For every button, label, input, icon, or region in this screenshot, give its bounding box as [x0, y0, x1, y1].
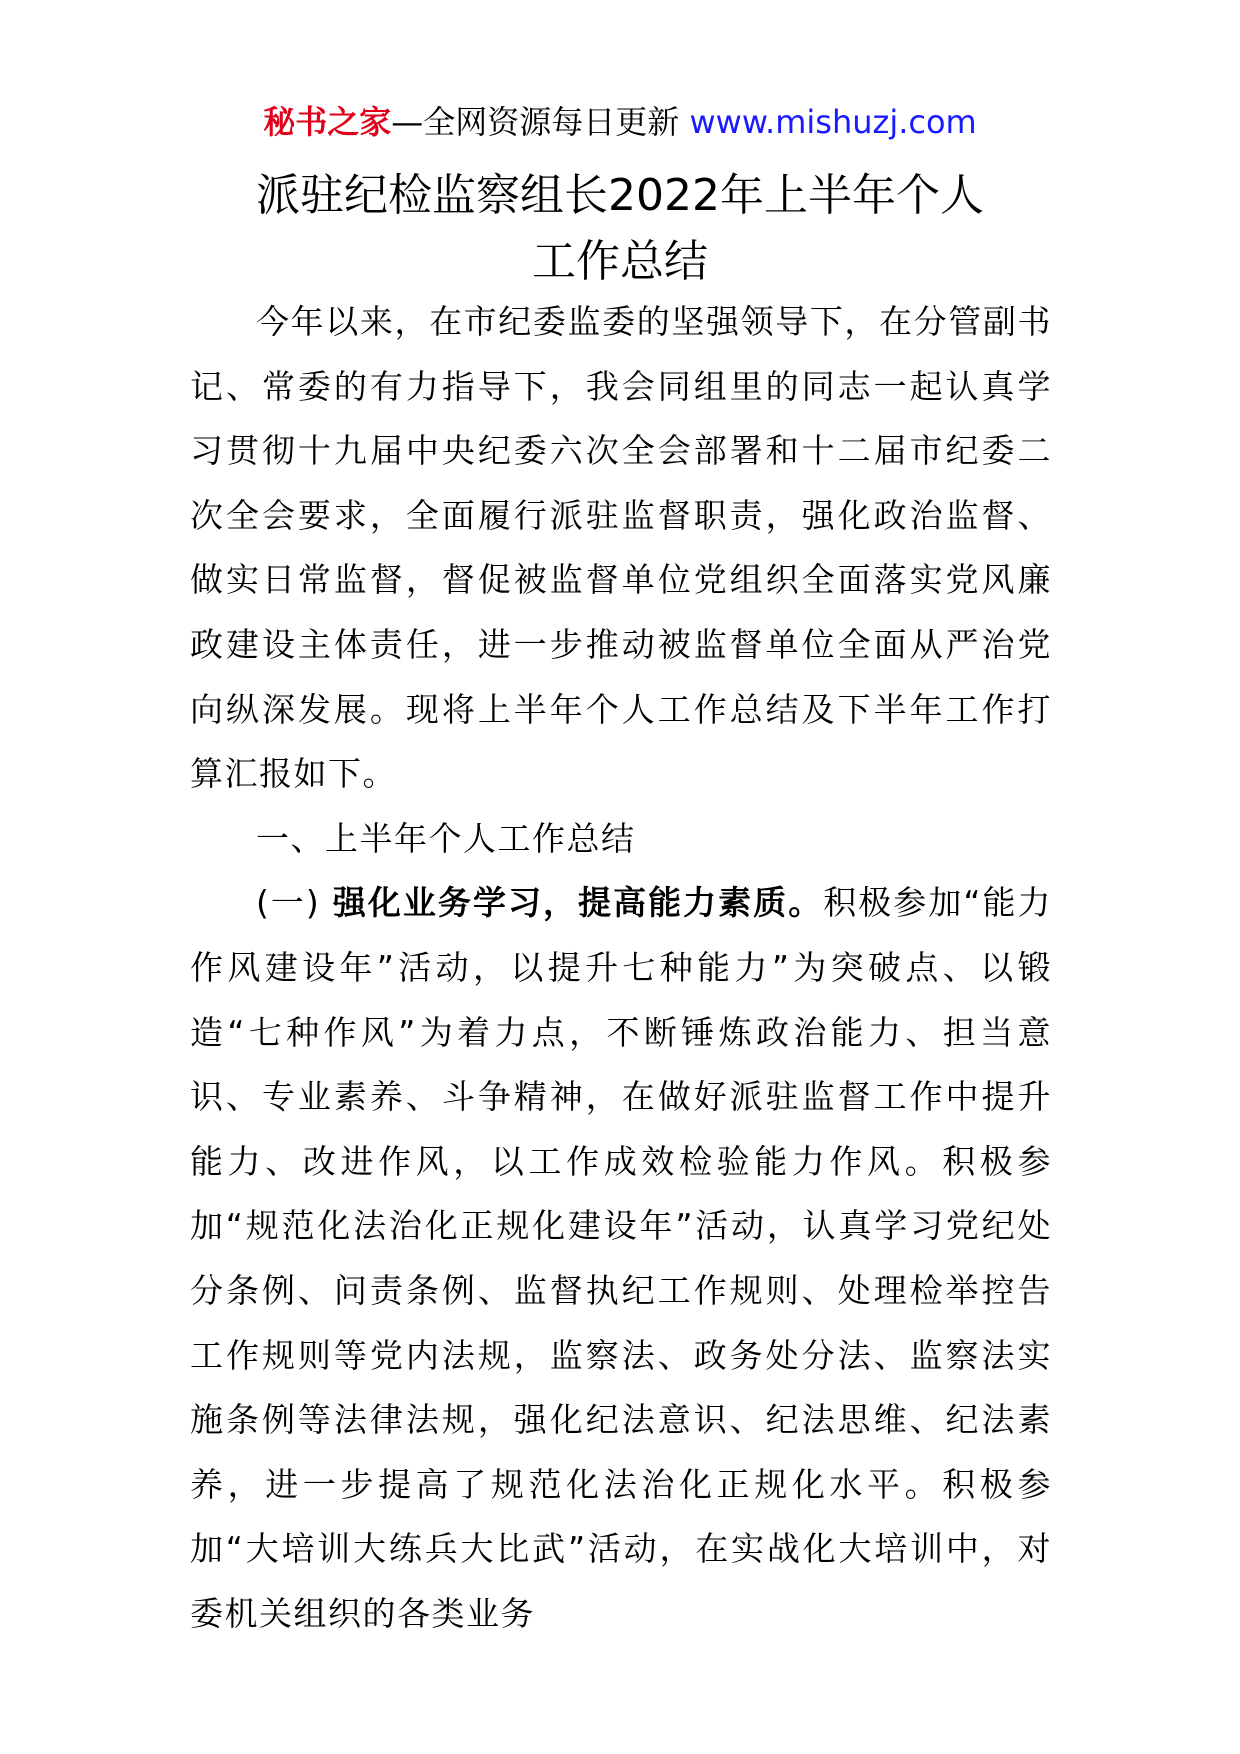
- item-paragraph: [190, 871, 1052, 1646]
- document-title-line-1: 派驻纪检监察组长2022年上半年个人: [256, 170, 984, 221]
- section-heading: 一、上半年个人工作总结: [256, 818, 636, 858]
- site-header: [0, 100, 1240, 144]
- item-bold-lead: 强化业务学习，提高能力素质。: [332, 883, 824, 923]
- site-url-link[interactable]: www.mishuzj.com: [689, 103, 977, 141]
- item-body-text: 积极参加“能力作风建设年”活动，以提升七种能力”为突破点、以锻造“七种作风”为着力点，不断锤炼政治能力、担当意识、专业素养、斗争精神，在做好派驻监督工作中提升能力、改进作风，以工作成效检验能力作风。积极参加“规范化法治化正规化建设年”活动，认真学习党纪处分条例、问责条例、监督执纪工作规则、处理检举控告工作规则等党内法规，监察法、政务处分法、监察法实施条例等法律法规，强化纪法意识、纪法思维、纪法素养，进一步提高了规范化法治化正规化水平。积极参加“大培训大练兵大比武”活动，在实战化大培训中，对委机关组织的各类业务: [190, 883, 1052, 1633]
- site-brand: 秘书之家: [263, 103, 392, 141]
- document-title-line-2: 工作总结: [532, 236, 708, 287]
- item-number: (一): [256, 883, 321, 923]
- site-slogan: —全网资源每日更新: [391, 103, 680, 141]
- document-body: [190, 290, 1052, 1646]
- intro-paragraph: 今年以来，在市纪委监委的坚强领导下，在分管副书记、常委的有力指导下，我会同组里的同志一起认真学习贯彻十九届中央纪委六次全会部署和十二届市纪委二次全会要求，全面履行派驻监督职责，强化政治监督、做实日常监督，督促被监督单位党组织全面落实党风廉政建设主体责任，进一步推动被监督单位全面从严治党向纵深发展。现将上半年个人工作总结及下半年工作打算汇报如下。: [190, 302, 1052, 794]
